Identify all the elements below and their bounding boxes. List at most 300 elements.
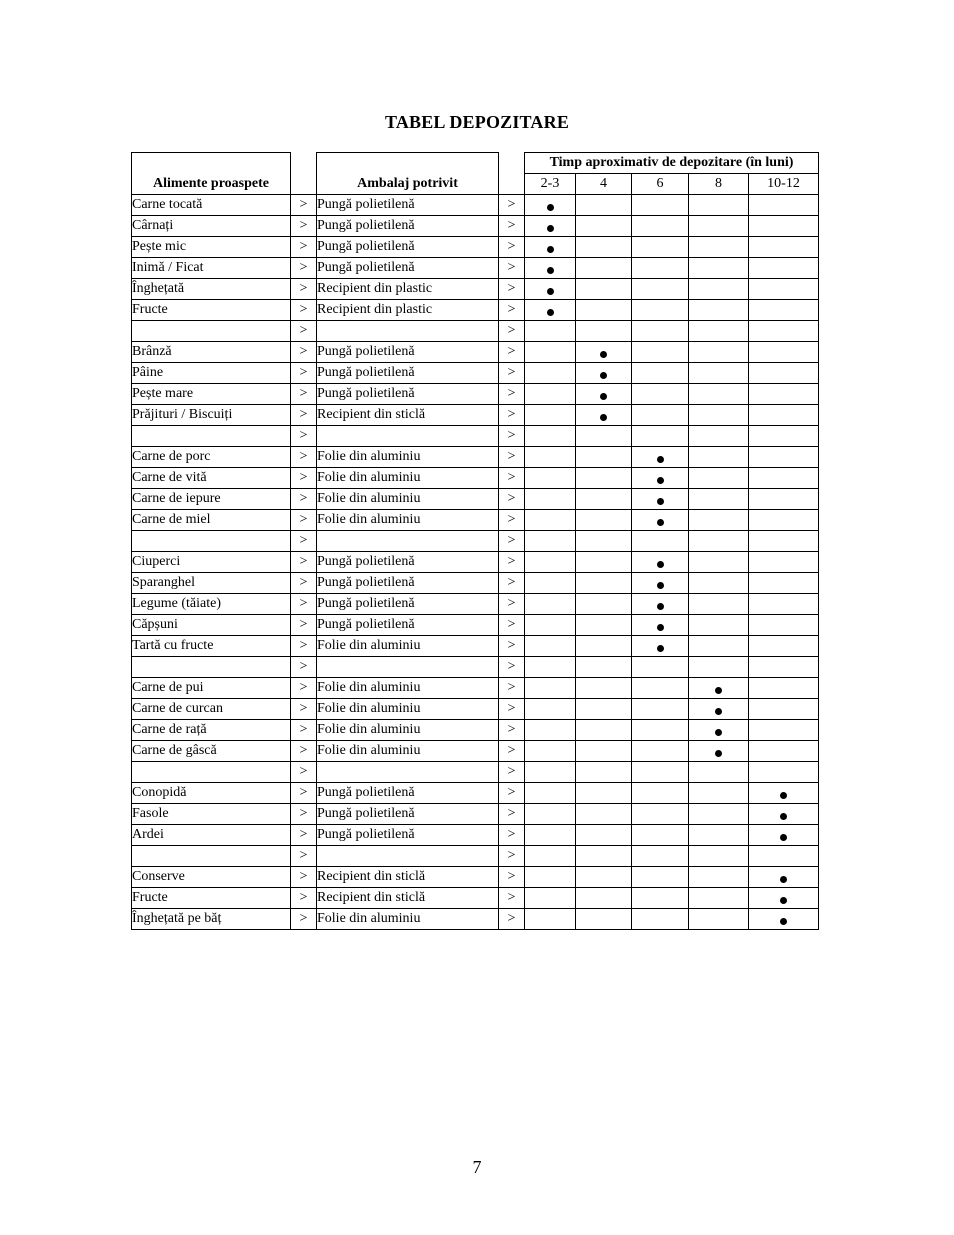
table-row <box>132 657 819 678</box>
arrow-cell: > <box>499 216 525 237</box>
packaging-cell: Folie din aluminiu <box>317 699 499 720</box>
time-cell-3 <box>689 384 749 405</box>
storage-dot-icon <box>715 708 722 715</box>
table-row <box>132 741 819 762</box>
time-cell-0 <box>525 804 576 825</box>
arrow-cell: > <box>291 321 317 342</box>
packaging-cell: Pungă polietilenă <box>317 363 499 384</box>
storage-dot-icon <box>657 498 664 505</box>
storage-dot-icon <box>657 561 664 568</box>
time-cell-2 <box>632 804 689 825</box>
food-cell <box>132 426 291 447</box>
packaging-cell: Recipient din sticlă <box>317 888 499 909</box>
packaging-cell: Folie din aluminiu <box>317 468 499 489</box>
time-cell-3 <box>689 195 749 216</box>
time-cell-3 <box>689 342 749 363</box>
packaging-cell: Pungă polietilenă <box>317 783 499 804</box>
arrow-cell: > <box>499 741 525 762</box>
storage-dot-icon <box>547 246 554 253</box>
table-row <box>132 426 819 447</box>
time-cell-2 <box>632 195 689 216</box>
arrow-cell: > <box>291 279 317 300</box>
storage-dot-icon <box>780 834 787 841</box>
arrow-cell: > <box>499 888 525 909</box>
storage-dot-icon <box>780 897 787 904</box>
time-cell-1 <box>576 405 632 426</box>
table-row <box>132 447 819 468</box>
packaging-cell <box>317 846 499 867</box>
food-cell: Înghețată pe băț <box>132 909 291 930</box>
time-cell-1 <box>576 363 632 384</box>
header-packaging: Ambalaj potrivit <box>317 153 499 195</box>
time-cell-2 <box>632 468 689 489</box>
food-cell: Pește mare <box>132 384 291 405</box>
time-cell-2 <box>632 678 689 699</box>
arrow-cell: > <box>291 699 317 720</box>
table-row <box>132 762 819 783</box>
time-cell-0 <box>525 300 576 321</box>
time-cell-2 <box>632 258 689 279</box>
time-cell-2 <box>632 363 689 384</box>
table-row <box>132 804 819 825</box>
food-cell: Sparanghel <box>132 573 291 594</box>
time-cell-2 <box>632 552 689 573</box>
arrow-cell: > <box>499 825 525 846</box>
table-row <box>132 279 819 300</box>
storage-dot-icon <box>600 372 607 379</box>
table-row <box>132 867 819 888</box>
time-cell-2 <box>632 657 689 678</box>
time-cell-0 <box>525 468 576 489</box>
time-cell-1 <box>576 573 632 594</box>
arrow-cell: > <box>499 615 525 636</box>
arrow-cell: > <box>291 195 317 216</box>
arrow-cell: > <box>499 237 525 258</box>
table-row <box>132 846 819 867</box>
time-cell-4 <box>749 468 819 489</box>
storage-dot-icon <box>600 393 607 400</box>
packaging-cell: Pungă polietilenă <box>317 216 499 237</box>
time-cell-4 <box>749 384 819 405</box>
time-cell-2 <box>632 783 689 804</box>
packaging-cell: Folie din aluminiu <box>317 510 499 531</box>
packaging-cell: Pungă polietilenă <box>317 804 499 825</box>
packaging-cell: Pungă polietilenă <box>317 552 499 573</box>
packaging-cell <box>317 426 499 447</box>
time-cell-3 <box>689 258 749 279</box>
arrow-cell: > <box>291 384 317 405</box>
arrow-cell: > <box>499 573 525 594</box>
time-cell-0 <box>525 321 576 342</box>
food-cell: Carne de pui <box>132 678 291 699</box>
arrow-cell: > <box>499 279 525 300</box>
time-cell-3 <box>689 300 749 321</box>
arrow-cell: > <box>291 426 317 447</box>
storage-table <box>131 152 819 930</box>
arrow-cell: > <box>291 342 317 363</box>
food-cell: Ardei <box>132 825 291 846</box>
food-cell: Carne de rață <box>132 720 291 741</box>
time-cell-3 <box>689 510 749 531</box>
packaging-cell: Folie din aluminiu <box>317 741 499 762</box>
packaging-cell: Recipient din sticlă <box>317 867 499 888</box>
table-row <box>132 699 819 720</box>
table-row <box>132 825 819 846</box>
time-cell-1 <box>576 909 632 930</box>
time-cell-0 <box>525 216 576 237</box>
arrow-cell: > <box>499 531 525 552</box>
time-cell-4 <box>749 804 819 825</box>
time-cell-4 <box>749 258 819 279</box>
time-cell-3 <box>689 321 749 342</box>
time-cell-0 <box>525 867 576 888</box>
time-cell-4 <box>749 426 819 447</box>
time-cell-0 <box>525 384 576 405</box>
time-cell-2 <box>632 531 689 552</box>
arrow-cell: > <box>499 342 525 363</box>
header-row-top <box>132 153 819 174</box>
time-cell-1 <box>576 762 632 783</box>
time-cell-4 <box>749 888 819 909</box>
table-row <box>132 573 819 594</box>
time-cell-2 <box>632 699 689 720</box>
time-cell-3 <box>689 363 749 384</box>
arrow-cell: > <box>291 909 317 930</box>
time-cell-2 <box>632 720 689 741</box>
time-cell-2 <box>632 342 689 363</box>
storage-dot-icon <box>600 351 607 358</box>
time-cell-0 <box>525 615 576 636</box>
header-col-1: 4 <box>576 174 632 195</box>
storage-dot-icon <box>657 603 664 610</box>
time-cell-2 <box>632 615 689 636</box>
food-cell <box>132 657 291 678</box>
time-cell-3 <box>689 216 749 237</box>
arrow-cell: > <box>499 804 525 825</box>
time-cell-3 <box>689 552 749 573</box>
time-cell-3 <box>689 657 749 678</box>
time-cell-4 <box>749 510 819 531</box>
time-cell-0 <box>525 195 576 216</box>
time-cell-4 <box>749 321 819 342</box>
arrow-cell: > <box>291 636 317 657</box>
packaging-cell: Pungă polietilenă <box>317 825 499 846</box>
packaging-cell <box>317 657 499 678</box>
time-cell-0 <box>525 363 576 384</box>
page-number: 7 <box>472 1157 482 1177</box>
packaging-cell: Pungă polietilenă <box>317 594 499 615</box>
arrow-cell: > <box>499 657 525 678</box>
food-cell: Carne tocată <box>132 195 291 216</box>
arrow-cell: > <box>291 741 317 762</box>
table-row <box>132 384 819 405</box>
time-cell-0 <box>525 699 576 720</box>
table-row <box>132 363 819 384</box>
time-cell-3 <box>689 888 749 909</box>
time-cell-1 <box>576 510 632 531</box>
arrow-cell: > <box>291 216 317 237</box>
time-cell-2 <box>632 405 689 426</box>
time-cell-3 <box>689 426 749 447</box>
time-cell-2 <box>632 447 689 468</box>
header-food: Alimente proaspete <box>132 153 291 195</box>
time-cell-0 <box>525 846 576 867</box>
time-cell-1 <box>576 720 632 741</box>
time-cell-4 <box>749 762 819 783</box>
time-cell-1 <box>576 195 632 216</box>
table-row <box>132 342 819 363</box>
time-cell-0 <box>525 636 576 657</box>
storage-dot-icon <box>657 624 664 631</box>
arrow-cell: > <box>499 321 525 342</box>
time-cell-1 <box>576 846 632 867</box>
time-cell-4 <box>749 573 819 594</box>
time-cell-4 <box>749 237 819 258</box>
food-cell: Prăjituri / Biscuiți <box>132 405 291 426</box>
time-cell-0 <box>525 258 576 279</box>
time-cell-1 <box>576 468 632 489</box>
table-row <box>132 510 819 531</box>
time-cell-4 <box>749 552 819 573</box>
food-cell: Carne de miel <box>132 510 291 531</box>
time-cell-1 <box>576 615 632 636</box>
packaging-cell: Pungă polietilenă <box>317 615 499 636</box>
time-cell-3 <box>689 762 749 783</box>
time-cell-1 <box>576 489 632 510</box>
storage-dot-icon <box>657 519 664 526</box>
arrow-cell: > <box>499 867 525 888</box>
time-cell-4 <box>749 909 819 930</box>
storage-dot-icon <box>547 288 554 295</box>
arrow-cell: > <box>291 594 317 615</box>
time-cell-0 <box>525 594 576 615</box>
packaging-cell <box>317 531 499 552</box>
storage-dot-icon <box>657 477 664 484</box>
time-cell-3 <box>689 573 749 594</box>
arrow-cell: > <box>291 825 317 846</box>
food-cell <box>132 762 291 783</box>
arrow-cell: > <box>499 426 525 447</box>
time-cell-2 <box>632 846 689 867</box>
table-row <box>132 909 819 930</box>
storage-dot-icon <box>547 225 554 232</box>
arrow-cell: > <box>499 909 525 930</box>
table-row <box>132 405 819 426</box>
food-cell: Carne de porc <box>132 447 291 468</box>
arrow-cell: > <box>291 405 317 426</box>
storage-dot-icon <box>547 309 554 316</box>
time-cell-4 <box>749 405 819 426</box>
packaging-cell: Pungă polietilenă <box>317 573 499 594</box>
time-cell-4 <box>749 846 819 867</box>
time-cell-1 <box>576 531 632 552</box>
packaging-cell: Folie din aluminiu <box>317 447 499 468</box>
time-cell-4 <box>749 783 819 804</box>
food-cell: Carne de gâscă <box>132 741 291 762</box>
time-cell-0 <box>525 720 576 741</box>
time-cell-3 <box>689 867 749 888</box>
time-cell-4 <box>749 657 819 678</box>
time-cell-2 <box>632 510 689 531</box>
time-cell-3 <box>689 783 749 804</box>
time-cell-3 <box>689 804 749 825</box>
time-cell-0 <box>525 279 576 300</box>
arrow-cell: > <box>499 384 525 405</box>
time-cell-4 <box>749 678 819 699</box>
food-cell: Tartă cu fructe <box>132 636 291 657</box>
arrow-cell: > <box>499 468 525 489</box>
time-cell-0 <box>525 447 576 468</box>
storage-dot-icon <box>657 645 664 652</box>
table-body <box>132 195 819 930</box>
time-cell-1 <box>576 867 632 888</box>
storage-dot-icon <box>780 792 787 799</box>
time-cell-2 <box>632 909 689 930</box>
time-cell-3 <box>689 489 749 510</box>
time-cell-1 <box>576 342 632 363</box>
arrow-cell: > <box>291 531 317 552</box>
packaging-cell: Pungă polietilenă <box>317 258 499 279</box>
time-cell-3 <box>689 594 749 615</box>
packaging-cell: Folie din aluminiu <box>317 636 499 657</box>
time-cell-1 <box>576 825 632 846</box>
food-cell: Conserve <box>132 867 291 888</box>
time-cell-2 <box>632 636 689 657</box>
time-cell-0 <box>525 342 576 363</box>
time-cell-4 <box>749 615 819 636</box>
arrow-cell: > <box>291 237 317 258</box>
food-cell: Carne de vită <box>132 468 291 489</box>
arrow-cell: > <box>291 783 317 804</box>
arrow-cell: > <box>291 888 317 909</box>
table-row <box>132 552 819 573</box>
time-cell-3 <box>689 447 749 468</box>
time-cell-0 <box>525 678 576 699</box>
table-row <box>132 678 819 699</box>
time-cell-2 <box>632 762 689 783</box>
time-cell-4 <box>749 720 819 741</box>
time-cell-2 <box>632 825 689 846</box>
storage-dot-icon <box>657 456 664 463</box>
storage-dot-icon <box>780 918 787 925</box>
time-cell-1 <box>576 237 632 258</box>
arrow-cell: > <box>291 573 317 594</box>
food-cell: Ciuperci <box>132 552 291 573</box>
time-cell-3 <box>689 825 749 846</box>
header-col-2: 6 <box>632 174 689 195</box>
arrow-cell: > <box>499 510 525 531</box>
time-cell-2 <box>632 426 689 447</box>
storage-dot-icon <box>657 582 664 589</box>
time-cell-2 <box>632 888 689 909</box>
time-cell-1 <box>576 678 632 699</box>
packaging-cell: Folie din aluminiu <box>317 489 499 510</box>
table-row <box>132 615 819 636</box>
food-cell: Legume (tăiate) <box>132 594 291 615</box>
time-cell-1 <box>576 216 632 237</box>
arrow-cell: > <box>499 678 525 699</box>
time-cell-1 <box>576 594 632 615</box>
packaging-cell: Recipient din sticlă <box>317 405 499 426</box>
time-cell-1 <box>576 636 632 657</box>
arrow-cell: > <box>291 447 317 468</box>
storage-dot-icon <box>547 204 554 211</box>
arrow-cell: > <box>291 615 317 636</box>
table-row <box>132 468 819 489</box>
time-cell-2 <box>632 489 689 510</box>
arrow-cell: > <box>291 867 317 888</box>
page-title: TABEL DEPOZITARE <box>384 112 570 132</box>
food-cell: Cârnați <box>132 216 291 237</box>
time-cell-1 <box>576 321 632 342</box>
time-cell-4 <box>749 699 819 720</box>
arrow-cell: > <box>291 678 317 699</box>
time-cell-2 <box>632 741 689 762</box>
time-cell-1 <box>576 804 632 825</box>
time-cell-2 <box>632 867 689 888</box>
time-cell-0 <box>525 552 576 573</box>
food-cell: Carne de curcan <box>132 699 291 720</box>
time-cell-3 <box>689 531 749 552</box>
packaging-cell: Folie din aluminiu <box>317 678 499 699</box>
table-row <box>132 594 819 615</box>
packaging-cell: Pungă polietilenă <box>317 195 499 216</box>
time-cell-4 <box>749 531 819 552</box>
time-cell-0 <box>525 783 576 804</box>
arrow-cell: > <box>499 783 525 804</box>
arrow-cell: > <box>291 363 317 384</box>
arrow-cell: > <box>499 552 525 573</box>
time-cell-0 <box>525 657 576 678</box>
time-cell-3 <box>689 279 749 300</box>
storage-dot-icon <box>780 813 787 820</box>
time-cell-0 <box>525 510 576 531</box>
table-row <box>132 636 819 657</box>
table-row <box>132 216 819 237</box>
time-cell-3 <box>689 678 749 699</box>
table-row <box>132 888 819 909</box>
arrow-cell: > <box>291 300 317 321</box>
arrow-cell: > <box>499 300 525 321</box>
time-cell-3 <box>689 405 749 426</box>
time-cell-3 <box>689 237 749 258</box>
time-cell-1 <box>576 258 632 279</box>
arrow-cell: > <box>499 195 525 216</box>
storage-dot-icon <box>547 267 554 274</box>
arrow-cell: > <box>499 762 525 783</box>
arrow-cell: > <box>291 510 317 531</box>
time-cell-4 <box>749 300 819 321</box>
time-cell-4 <box>749 447 819 468</box>
time-cell-1 <box>576 426 632 447</box>
food-cell: Inimă / Ficat <box>132 258 291 279</box>
time-cell-0 <box>525 825 576 846</box>
food-cell: Pâine <box>132 363 291 384</box>
time-cell-4 <box>749 489 819 510</box>
food-cell: Înghețată <box>132 279 291 300</box>
time-cell-2 <box>632 573 689 594</box>
header-col-4: 10-12 <box>749 174 819 195</box>
food-cell: Conopidă <box>132 783 291 804</box>
table-row <box>132 258 819 279</box>
food-cell <box>132 321 291 342</box>
time-cell-0 <box>525 489 576 510</box>
arrow-cell: > <box>499 720 525 741</box>
time-cell-1 <box>576 447 632 468</box>
time-cell-2 <box>632 300 689 321</box>
time-cell-4 <box>749 825 819 846</box>
arrow-cell: > <box>291 489 317 510</box>
